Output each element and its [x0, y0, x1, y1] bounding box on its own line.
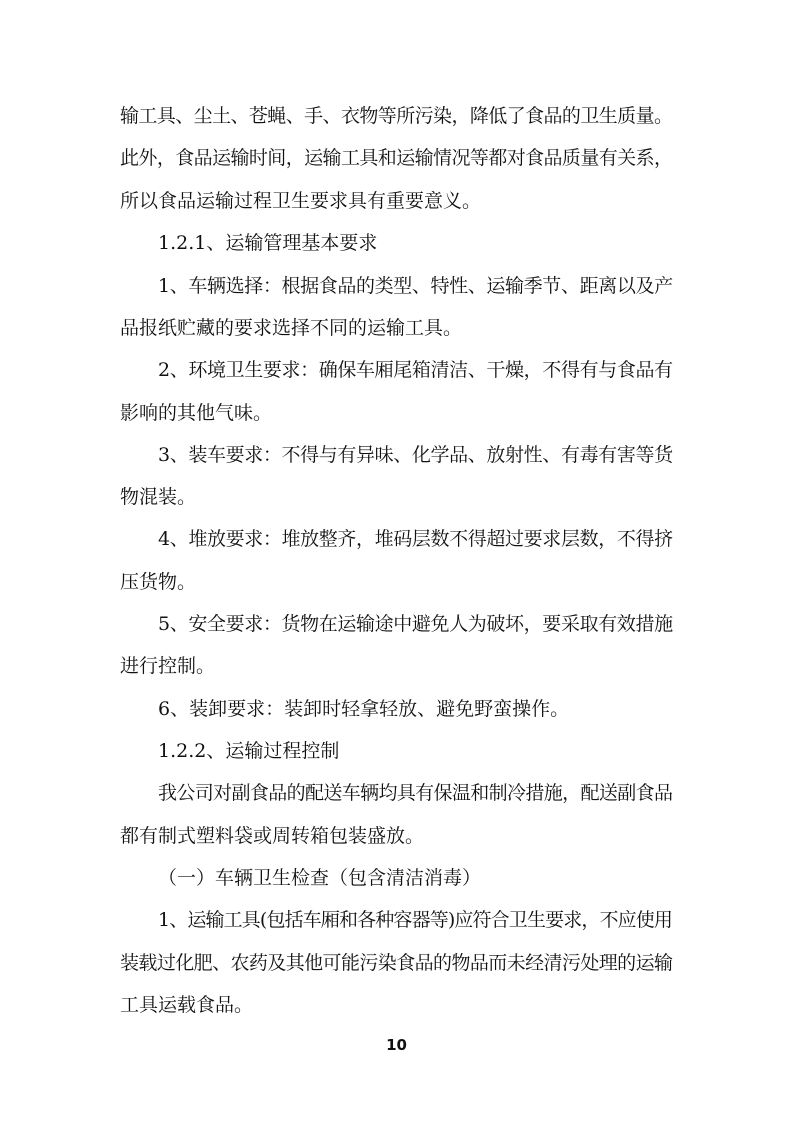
- body-text-line: 所以食品运输过程卫生要求具有重要意义。: [120, 190, 482, 212]
- body-text-line: 输工具、尘土、苍蝇、手、衣物等所污染，降低了食品的卫生质量。: [120, 105, 673, 127]
- list-item-line: 压货物。: [120, 571, 197, 593]
- list-item-line: 1、运输工具(包括车厢和各种容器等)应符合卫生要求，不应使用: [158, 909, 673, 931]
- body-text-line: 都有制式塑料袋或周转箱包装盛放。: [120, 825, 425, 847]
- list-item-line: 工具运载食品。: [120, 994, 254, 1016]
- list-item-line: 5、安全要求：货物在运输途中避免人为破坏，要采取有效措施: [158, 613, 673, 635]
- body-text-line: 此外，食品运输时间，运输工具和运输情况等都对食品质量有关系，: [120, 147, 673, 169]
- page-number: 10: [386, 1036, 407, 1054]
- list-item-line: 进行控制。: [120, 655, 216, 677]
- list-item-line: 6、装卸要求：装卸时轻拿轻放、避免野蛮操作。: [158, 698, 570, 720]
- list-item-line: 品报纸贮藏的要求选择不同的运输工具。: [120, 317, 463, 339]
- list-item-line: 影响的其他气味。: [120, 402, 273, 424]
- list-item-line: 3、装车要求：不得与有异味、化学品、放射性、有毒有害等货: [158, 444, 673, 466]
- body-text-line: 我公司对副食品的配送车辆均具有保温和制冷措施，配送副食品: [158, 782, 673, 804]
- list-item-line: 1、车辆选择：根据食品的类型、特性、运输季节、距离以及产: [158, 275, 673, 297]
- list-item-line: 装载过化肥、农药及其他可能污染食品的物品而未经清污处理的运输: [120, 952, 673, 974]
- list-item-line: 2、环境卫生要求：确保车厢尾箱清洁、干燥，不得有与食品有: [158, 359, 673, 381]
- subsection-heading: （一）车辆卫生检查（包含清洁消毒）: [158, 867, 482, 889]
- list-item-line: 物混装。: [120, 486, 197, 508]
- list-item-line: 4、堆放要求：堆放整齐，堆码层数不得超过要求层数，不得挤: [158, 528, 673, 550]
- section-heading: 1.2.2、运输过程控制: [158, 740, 340, 762]
- section-heading: 1.2.1、运输管理基本要求: [158, 232, 378, 254]
